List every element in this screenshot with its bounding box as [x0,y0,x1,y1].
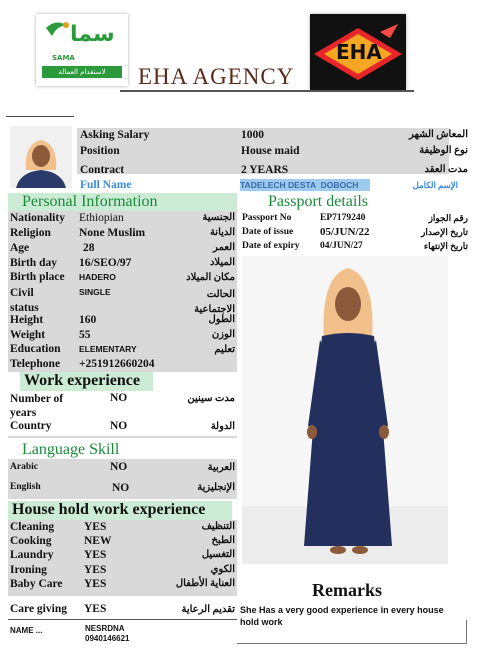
household-label-laundry: Laundry [10,549,54,561]
passport-label-no: Passport No [242,213,292,223]
small-photo [10,126,72,188]
work-label-country: Country [10,420,52,432]
work-value-country: NO [110,420,128,432]
household-ar-cooking: الطبخ [211,535,235,546]
household-value-cooking: NEW [84,535,112,547]
passport-ar-expiry: تاريخ الإنتهاء [423,241,468,251]
passport-ar-no: رقم الجواز [428,213,468,223]
full-body-photo-graphic [242,256,448,564]
personal-ar-birthday: الميلاد [209,257,235,268]
contract-ar: مدت العقد [424,164,468,175]
household-label-cleaning: Cleaning [10,521,55,533]
personal-label-birthplace: Birth place [10,271,65,283]
language-ar-arabic: العربية [207,462,235,473]
personal-ar-weight: الوزن [211,329,235,340]
work-title: Work experience [24,372,140,389]
personal-label-nationality: Nationality [10,212,65,224]
personal-ar-age: العمر [213,242,235,253]
personal-value-age: 28 [83,242,95,254]
personal-value-nationality: Ethiopian [79,212,124,224]
language-ar-english: الإنجليزية [197,482,235,493]
sama-logo-tagline: لاستقدام العمالة [42,66,122,78]
personal-label-civil: Civil status [10,287,39,314]
eha-logo [310,14,406,90]
passport-title: Passport details [268,193,368,210]
personal-label-weight: Weight [10,329,46,341]
household-label-cooking: Cooking [10,535,52,547]
eha-logo-text: EHA [336,40,382,64]
personal-ar-height: الطول [208,314,235,325]
personal-value-civil: SINGLE [79,287,111,297]
language-label-arabic: Arabic [10,462,38,472]
household-ar-caregiving: تقديم الرعاية [181,604,235,615]
language-title: Language Skill [22,441,120,458]
work-label-years: Number of years [10,393,64,419]
remarks-title: Remarks [312,580,382,600]
personal-value-birthplace: HADERO [79,272,116,282]
work-ar-country: الدولة [210,421,235,432]
language-value-english: NO [112,482,130,494]
personal-ar-religion: الديانة [209,227,235,238]
personal-value-telephone: +251912660204 [79,358,155,370]
agency-title: EHA AGENCY [138,64,295,89]
footer-rule [8,619,237,620]
personal-title: Personal Information [22,193,158,210]
work-ar-years: مدت سينين [187,393,235,404]
personal-label-religion: Religion [10,227,51,239]
passport-ar-issue: تاريخ الإصدار [420,227,468,237]
passport-label-expiry: Date of expiry [242,241,300,251]
personal-label-height: Height [10,314,44,326]
personal-value-religion: None Muslim [79,227,146,239]
sama-logo [36,14,128,86]
passport-value-expiry: 04/JUN/27 [320,241,363,251]
position-label: Position [80,145,120,157]
remarks-text: She Has a very good experience in every house hold work [240,605,444,627]
full-name-ar: الإسم الكامل [412,180,458,190]
full-body-photo [242,256,448,564]
sama-logo-sub: SAMA [52,54,75,62]
household-value-cleaning: YES [84,521,107,533]
footer-name-label: NAME ... [10,626,43,635]
personal-ar-birthplace: مكان الميلاد [186,272,235,283]
language-value-arabic: NO [110,461,128,473]
household-value-ironing: YES [84,564,107,576]
footer-frame [237,620,467,644]
passport-value-no: EP7179240 [320,213,366,223]
household-label-caregiving: Care giving [10,603,67,615]
personal-value-height: 160 [79,314,97,326]
passport-value-issue: 05/JUN/22 [320,226,370,238]
full-name-value: TADELECH DESTA DOBOCH [240,180,359,190]
salary-ar: المعاش الشهر [408,129,468,140]
personal-label-age: Age [10,242,30,254]
footer-agent-phone: 0940146621 [85,634,130,643]
personal-value-birthday: 16/SEO/97 [79,257,132,269]
salary-label: Asking Salary [80,129,150,141]
personal-value-education: ELEMENTARY [79,344,137,354]
personal-ar-civil: الحالت الاجتماعية [194,289,235,315]
footer-agent-name: NESRDNA [85,624,125,633]
work-divider [8,436,237,438]
contract-value: 2 YEARS [241,164,289,176]
header-rule [120,90,414,92]
personal-value-weight: 55 [79,329,91,341]
household-label-ironing: Ironing [10,564,47,576]
photo-top-rule [6,116,74,117]
passport-label-issue: Date of issue [242,227,294,237]
personal-ar-nationality: الجنسية [202,212,235,223]
household-title: House hold work experience [12,501,206,518]
salary-value: 1000 [241,129,264,141]
household-label-babycare: Baby Care [10,578,63,590]
personal-label-telephone: Telephone [10,358,61,370]
personal-ar-education: تعليم [214,344,235,355]
household-value-babycare: YES [84,578,107,590]
household-ar-ironing: الكوي [210,564,235,575]
household-value-caregiving: YES [84,603,107,615]
small-photo-graphic [10,126,72,188]
household-ar-babycare: العناية الأطفال [175,578,235,589]
work-value-years: NO [110,392,128,404]
personal-label-birthday: Birth day [10,257,57,269]
position-value: House maid [241,145,300,157]
household-ar-laundry: التغسيل [201,549,235,560]
position-ar: نوع الوظيفة [419,145,468,156]
language-label-english: English [10,482,41,492]
household-value-laundry: YES [84,549,107,561]
contract-label: Contract [80,164,125,176]
full-name-label: Full Name [80,179,132,191]
personal-label-education: Education [10,343,61,355]
sama-logo-main: سما [70,22,115,47]
household-ar-cleaning: التنظيف [201,521,235,532]
